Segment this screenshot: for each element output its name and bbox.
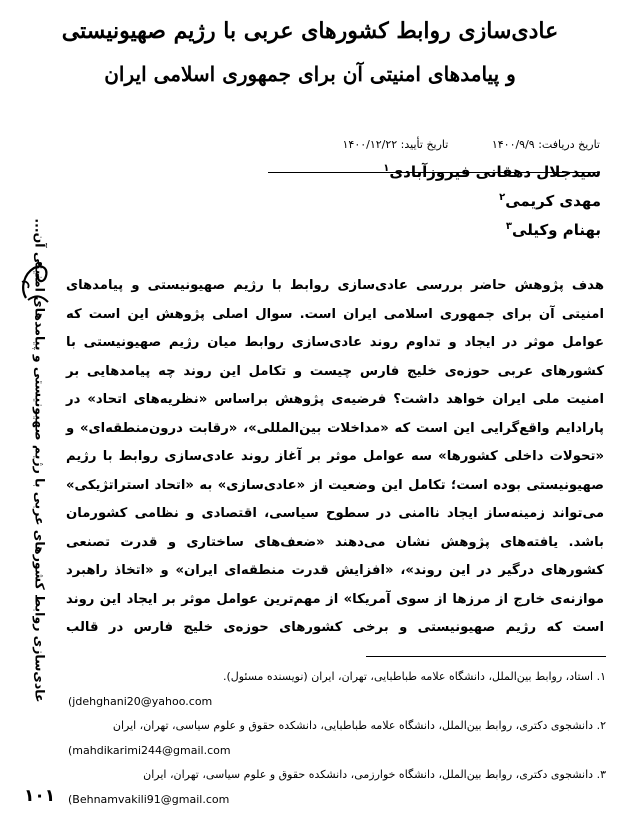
author-2 (493, 192, 601, 210)
footnote-2-email: (mahdikarimi244@gmail.com (68, 743, 231, 757)
author-1-mark: ۱ (383, 163, 390, 174)
dates (270, 138, 600, 151)
title-line-2: و پیامدهای امنیتی آن برای جمهوری اسلامی ایران (104, 62, 516, 86)
author-3 (500, 221, 601, 239)
received-date: تاریخ دریافت: ۱۴۰۰/۹/۹ (491, 138, 600, 151)
author-2-mark: ۲ (499, 192, 506, 203)
footnote-1: ۱. استاد، روابط بین‌الملل، دانشگاه علامه طباطبایی، تهران، ایران (نویسنده مسئول). (222, 670, 606, 683)
author-3-name: بهنام وکیلی (512, 221, 601, 239)
author-2-name: مهدی کریمی (505, 192, 601, 210)
side-running-title (30, 218, 50, 705)
approved-date: تاریخ تأیید: ۱۴۰۰/۱۲/۲۲ (342, 138, 449, 151)
footnote-1-email: (jdehghani20@yahoo.com (68, 694, 213, 708)
footnote-2: ۲. دانشجوی دکتری، روابط بین‌الملل، دانشگاه علامه طباطبایی، دانشکده حقوق و علوم سیاسی، تهران، ایران (112, 719, 606, 732)
title-line-1: عادی‌سازی روابط کشورهای عربی با رژیم صهیونیستی (61, 18, 559, 44)
abstract-text: هدف پژوهش حاضر بررسی عادی‌سازی روابط با رژیم صهیونیستی و پیامدهای امنیتی آن برای جمهوری اسلامی ایران است. سوال اصلی پژوهش این است که عوامل موثر در ایجاد و تداوم روند عادی‌سازی روابط میان رژیم صهیونیستی با کشورهای عربی حوزه‌ی خلیج فارس چیست و تکامل این روند چه پیامدهایی بر امنیت ملی ایران خواهد داشت؟ فرضیه‌ی پژوهش براساس «نظریه‌های اتحاد» در پارادایم واقع‌گرایی این است که «مداخلات بین‌المللی»، «رقابت درون‌منطقه‌ای» و «تحولات داخلی کشورها» سه عوامل موثر بر آغاز روند عادی‌سازی روابط با رژیم صهیونیستی بوده است؛ تکامل این وضعیت از «عادی‌سازی» به «اتحاد استراتژیکی» می‌تواند زمینه‌ساز ایجاد ناامنی در سطوح سیاسی، اقتصادی و نظامی کشورمان باشد. یافته‌های پژوهش نشان می‌دهند «ضعف‌های ساختاری و قدرت تصنعی کشورهای درگیر در این روند»، «افزایش قدرت منطقه‌ای ایران» و «اتخاذ راهبرد موازنه‌ی خارج از مرزها از سوی آمریکا» از مهم‌ترین عوامل موثر بر ایجاد این روند است که رژیم صهیونیستی و برخی کشورهای حوزه‌ی خلیج فارس در قالب (66, 278, 604, 635)
author-1 (377, 163, 601, 181)
footnotes (68, 665, 606, 812)
side-title-text: عادی‌سازی روابط کشورهای عربی با رژیم صهیونیستی و پیامدهای امنیتی آن... (32, 218, 48, 703)
author-3-mark: ۳ (505, 221, 513, 232)
page-number: ۱۰۱ (24, 786, 56, 806)
footnote-3: ۳. دانشجوی دکتری، روابط بین‌الملل، دانشگاه خوارزمی، دانشکده حقوق و علوم سیاسی، تهران، ایران (143, 768, 606, 781)
footnote-rule (366, 656, 606, 657)
author-1-name: سیدجلال دهقانی فیروزآبادی (389, 163, 601, 181)
footnote-3-email: (Behnamvakili91@gmail.com (68, 792, 230, 806)
